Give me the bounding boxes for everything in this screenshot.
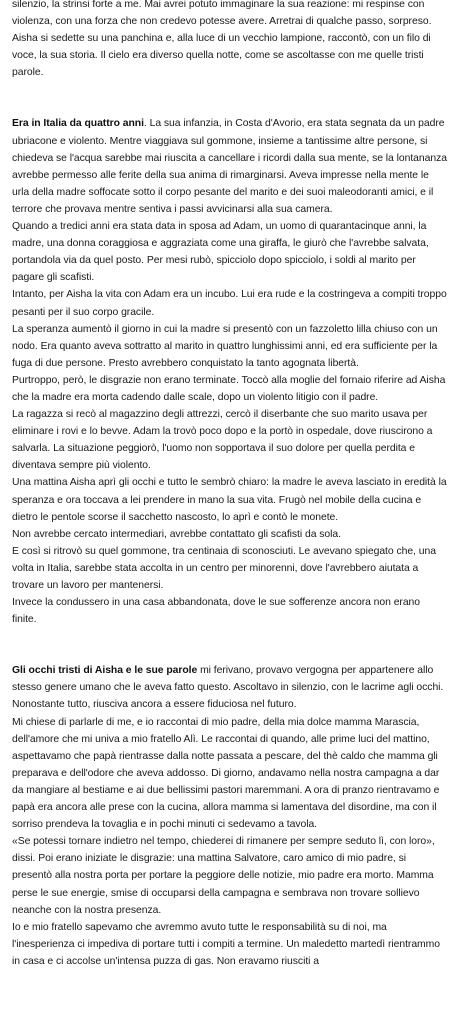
section2-paragraph-4: Io e mio fratello sapevamo che avremmo avuto tutte le responsabilità su di noi, ma l'inesperienza ci impediva di portare tutti i compiti a termine. Un maledetto martedì rientrammo in casa e ci accolse un'intensa puzza di gas. Non eravamo riusciti a xyxy=(12,921,441,967)
section1-paragraph-1 xyxy=(12,115,447,218)
section2-paragraph-3: «Se potessi tornare indietro nel tempo, chiederei di rimanere per sempre seduto lì, con loro», dissi. Poi erano iniziate le disgrazie: una mattina Salvatore, caro amico di mio padre, si presentò alla nostra porta per portare la peggiore delle notizie, mio padre era morto. Mamma perse le sue energie, smise di occuparsi della campagna e sembrava non trovare sollievo neanche con la nostra presenza. xyxy=(12,836,435,916)
section2-paragraph-1-body: mi ferivano, provavo vergogna per appartenere allo stesso genere umano che le aveva fatto questo. Ascoltavo in silenzio, con le lacrime agli occhi. Nonostante tutto, riusciva ancora a essere fiduciosa nel futuro. xyxy=(12,665,444,711)
section-spacer xyxy=(12,628,447,662)
section2-paragraph-1 xyxy=(12,662,447,713)
section1-paragraph-10: Invece la condussero in una casa abbandonata, dove le sue sofferenze ancora non erano finite. xyxy=(12,597,421,626)
section1-paragraph-7: Una mattina Aisha aprì gli occhi e tutto le sembrò chiaro: la madre le aveva lasciato in eredità la speranza e ora toccava a lei prendere in mano la sua vita. Frugò nel mobile della cucina e dietro le pentole scorse il sacchetto nascosto, lo aprì e contò le monete. xyxy=(12,477,447,523)
section1-paragraph-4: La speranza aumentò il giorno in cui la madre si presentò con un fazzoletto lilla chiuso con un nodo. Era quanto aveva sottratto al marito in quattro lunghissimi anni, ed era sufficiente per la fuga di due persone. Presto avrebbero conquistato la tanto agognata libertà. xyxy=(12,323,438,369)
section2-paragraph-2: Mi chiese di parlarle di me, e io raccontai di mio padre, della mia dolce mamma Marascia, dell'amore che mi univa a mio fratello Alì. Le raccontai di quando, alle prime luci del mattino, aspettavamo che papà rientrasse dalla notte passata a pescare, del thè caldo che mamma gli preparava e dell'odore che aveva addosso. Di giorno, andavamo nella nostra campagna a dar da mangiare al bestiame e ai due bellissimi pastori maremmani. A ora di pranzo rientravamo e papà era ancora alle prese con la cucina, allora mamma si lamentava del disordine, ma con il sorriso prendeva la tovaglia e in pochi minuti ci sedevamo a tavola. xyxy=(12,716,440,831)
section1-paragraph-6: La ragazza si recò al magazzino degli attrezzi, cercò il diserbante che suo marito usava per eliminare i rovi e lo bevve. Adam la trovò poco dopo e la portò in ospedale, dove riuscirono a salvarla. La situazione peggiorò, l'uomo non sopportava il suo dolore per quella perdita e diventava sempre più violento. xyxy=(12,409,433,472)
story-text-column xyxy=(12,0,447,970)
section2-lead: Gli occhi tristi di Aisha e le sue parole xyxy=(12,665,198,677)
section1-paragraph-3: Intanto, per Aisha la vita con Adam era un incubo. Lui era rude e la costringeva a compiti troppo pesanti per il suo corpo gracile. xyxy=(12,289,447,318)
intro-paragraph: silenzio, la strinsi forte a me. Mai avrei potuto immaginare la sua reazione: mi respinse con violenza, con una forza che non credevo potesse avere. Arretrai di qualche passo, sorpreso. Aisha si sedette su una panchina e, alla luce di un vecchio lampione, raccontò, con un filo di voce, la sua storia. Il cielo era diverso quella notte, come se ascoltasse con me quelle tristi parole. xyxy=(12,0,432,79)
section1-paragraph-1-body: . La sua infanzia, in Costa d'Avorio, era stata segnata da un padre ubriacone e violento. Mentre viaggiava sul gommone, insieme a tantissime altre persone, si chiedeva se l'acqua sarebbe mai riuscita a cancellare i ricordi dalla sua mente, se la lontananza avrebbe permesso alle ferite della sua anima di rimarginarsi. Aveva impresse nella mente le urla della madre soffocate sotto il corpo pesante del marito e dei suoi maleodoranti amici, e il terrore che provava mentre sentiva i passi avvicinarsi alla sua camera. xyxy=(12,118,447,215)
section-spacer xyxy=(12,98,447,115)
section1-paragraph-8: Non avrebbe cercato intermediari, avrebbe contattato gli scafisti da sola. xyxy=(12,528,341,540)
section1-paragraph-9: E così si ritrovò su quel gommone, tra centinaia di sconosciuti. Le avevano spiegato che, una volta in Italia, sarebbe stata accolta in un centro per minorenni, dove l'avrebbero aiutata a trovare un lavoro per mantenersi. xyxy=(12,545,436,591)
section1-lead: Era in Italia da quattro anni xyxy=(12,118,144,130)
section1-paragraph-5: Purtroppo, però, le disgrazie non erano terminate. Toccò alla moglie del fornaio riferire ad Aisha che la madre era morta cadendo dalle scale, dopo un violento litigio con il padre. xyxy=(12,374,446,403)
section1-paragraph-2: Quando a tredici anni era stata data in sposa ad Adam, un uomo di quarantacinque anni, la madre, una donna coraggiosa e aggraziata come una giraffa, le giurò che l'avrebbe salvata, portandola via da quel posto. Per mesi rubò, spicciolo dopo spicciolo, i soldi al marito per pagare gli scafisti. xyxy=(12,221,429,284)
